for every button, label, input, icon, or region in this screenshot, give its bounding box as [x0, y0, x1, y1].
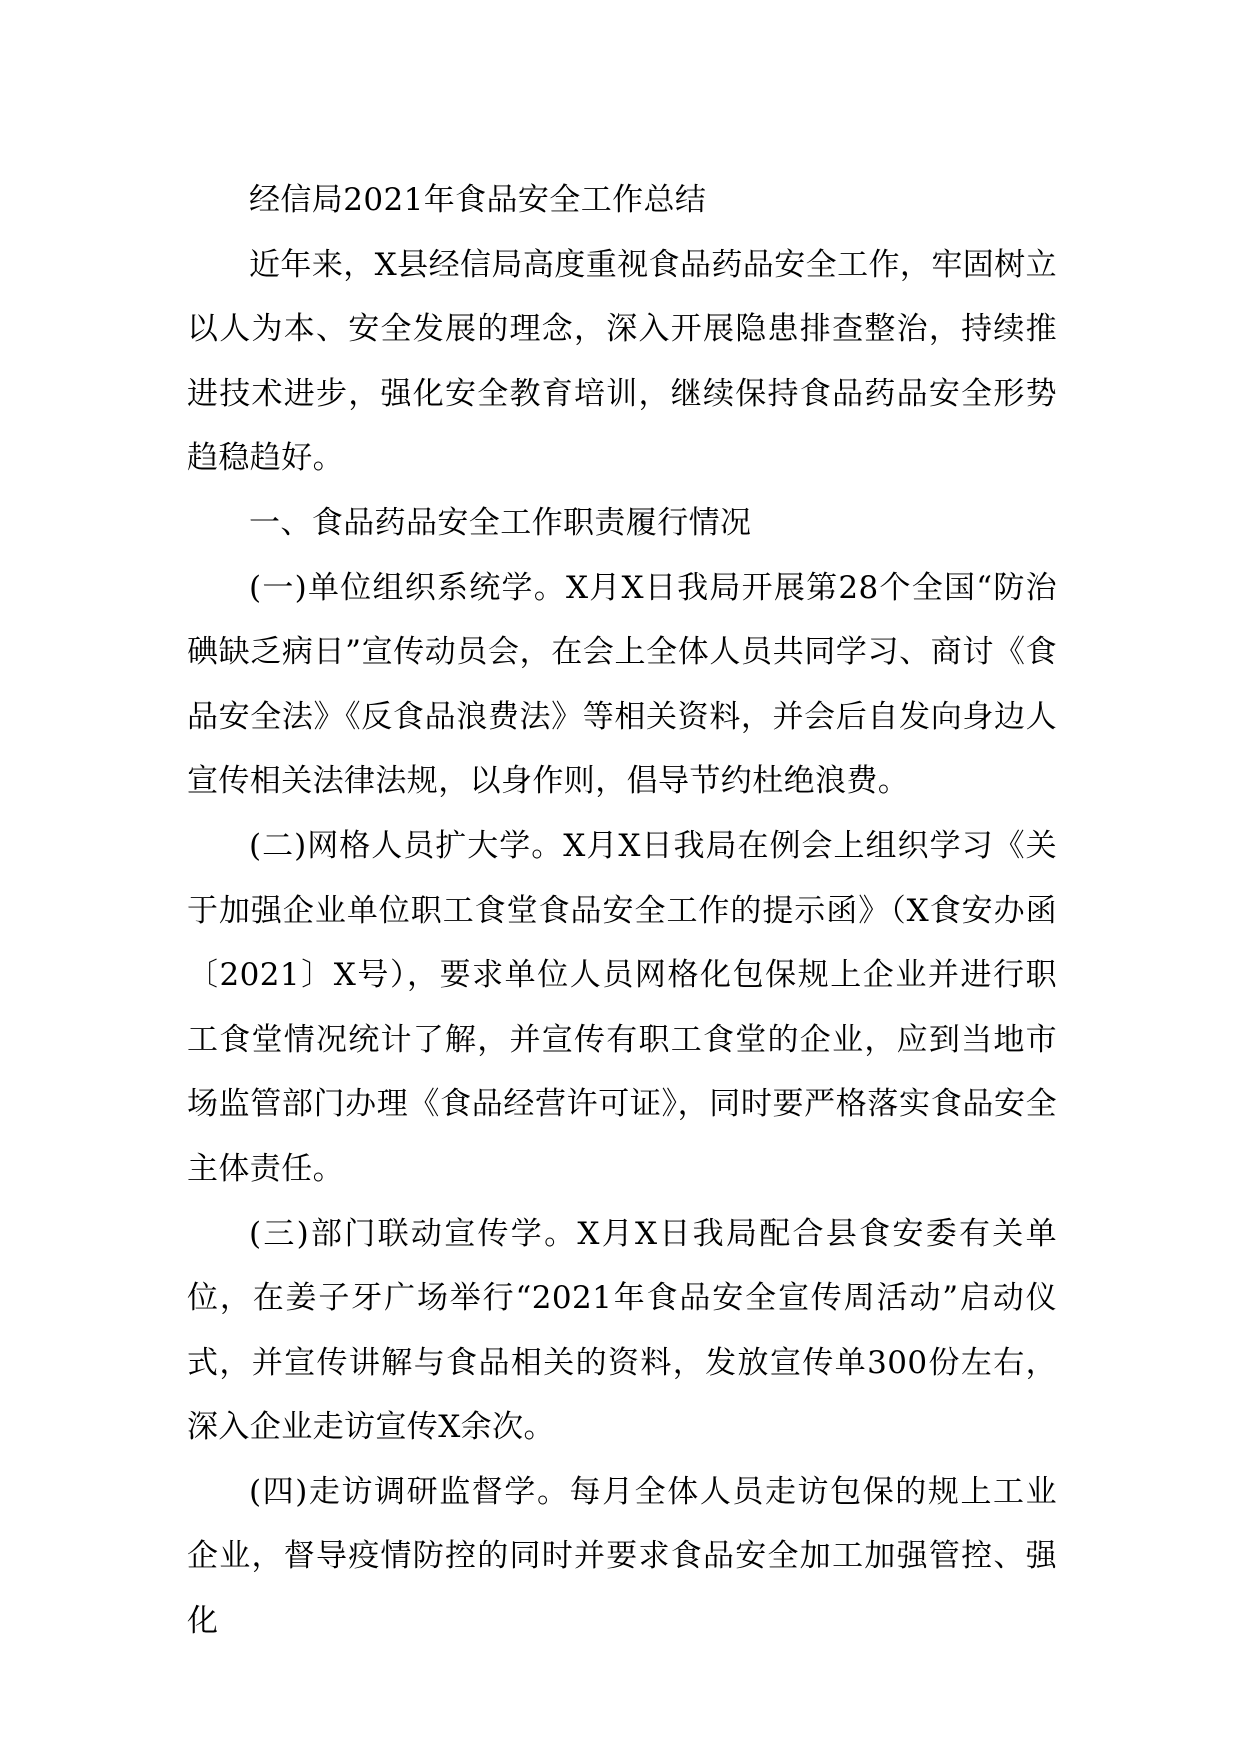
document-body — [187, 168, 1057, 1654]
paragraph-item-3: (三)部门联动宣传学。X月X日我局配合县食安委有关单位，在姜子牙广场举行“2021年食品安全宣传周活动”启动仪式，并宣传讲解与食品相关的资料，发放宣传单300份左右，深入企业走访宣传X余次。 — [187, 1215, 1057, 1446]
section-heading-1: 一、食品药品安全工作职责履行情况 — [249, 504, 752, 541]
paragraph-intro: 近年来，X县经信局高度重视食品药品安全工作，牢固树立以人为本、安全发展的理念，深入开展隐患排查整治，持续推进技术进步，强化安全教育培训，继续保持食品药品安全形势趋稳趋好。 — [187, 246, 1057, 477]
document-title: 经信局2021年食品安全工作总结 — [249, 182, 707, 218]
paragraph-item-1: (一)单位组织系统学。X月X日我局开展第28个全国“防治碘缺乏病日”宣传动员会，在会上全体人员共同学习、商讨《食品安全法》《反食品浪费法》等相关资料，并会后自发向身边人宣传相关法律法规，以身作则，倡导节约杜绝浪费。 — [187, 569, 1057, 800]
paragraph-item-2: (二)网格人员扩大学。X月X日我局在例会上组织学习《关于加强企业单位职工食堂食品安全工作的提示函》（X食安办函〔2021〕X号），要求单位人员网格化包保规上企业并进行职工食堂情况统计了解，并宣传有职工食堂的企业，应到当地市场监管部门办理《食品经营许可证》，同时要严格落实食品安全主体责任。 — [187, 827, 1057, 1187]
paragraph-item-4: (四)走访调研监督学。每月全体人员走访包保的规上工业企业，督导疫情防控的同时并要求食品安全加工加强管控、强化 — [187, 1473, 1057, 1640]
